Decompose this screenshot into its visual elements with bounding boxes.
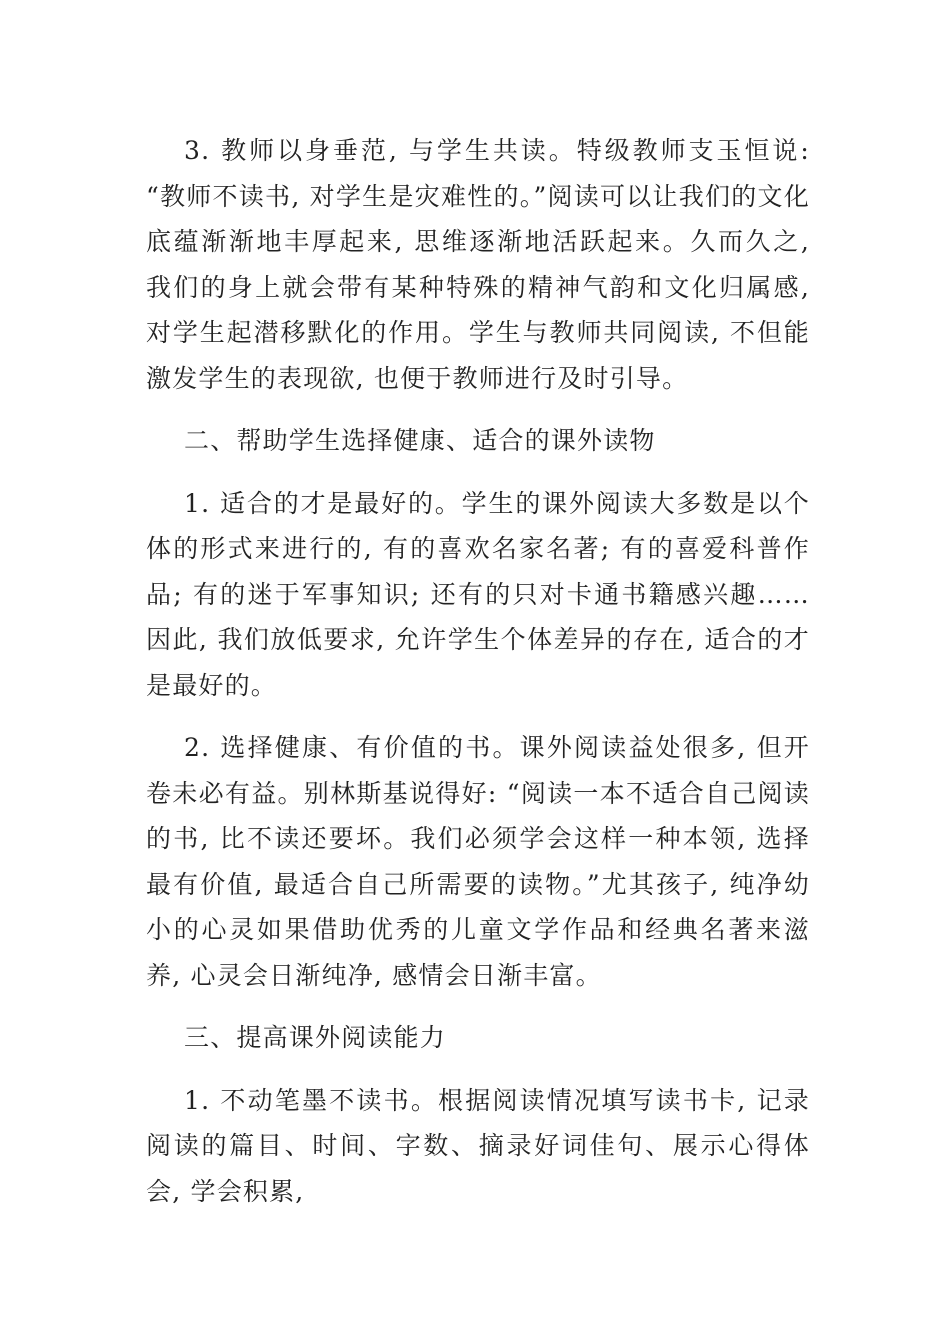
section-heading-3: 三、提高课外阅读能力: [184, 1023, 447, 1052]
paragraph-teacher-example: 3. 教师以身垂范, 与学生共读。特级教师支玉恒说: “教师不读书, 对学生是灾难性的。”阅读可以让我们的文化底蕴渐渐地丰厚起来, 思维逐渐地活跃起来。久而久之, 我们的身上就会带有某种特殊的精神气韵和文化归属感, 对学生起潜移默化的作用。学生与教师共同阅读, 不但能激发学生的表现欲, 也便于教师进行及时引导。: [146, 136, 810, 393]
document-body: [146, 128, 810, 1231]
paragraph-healthy-books: 2. 选择健康、有价值的书。课外阅读益处很多, 但开卷未必有益。别林斯基说得好: “阅读一本不适合自己阅读的书, 比不读还要坏。我们必须学会这样一种本领, 选择最有价值, 最适合自己所需要的读物。”尤其孩子, 纯净幼小的心灵如果借助优秀的儿童文学作品和经典名著来滋养, 心灵会日渐纯净, 感情会日渐丰富。: [146, 733, 810, 990]
section-heading-2: 二、帮助学生选择健康、适合的课外读物: [184, 426, 656, 455]
paragraph-reading-notes: 1. 不动笔墨不读书。根据阅读情况填写读书卡, 记录阅读的篇目、时间、字数、摘录好词佳句、展示心得体会, 学会积累,: [146, 1085, 810, 1206]
paragraph-suitable-books: 1. 适合的才是最好的。学生的课外阅读大多数是以个体的形式来进行的, 有的喜欢名家名著; 有的喜爱科普作品; 有的迷于军事知识; 还有的只对卡通书籍感兴趣……因此, 我们放低要求, 允许学生个体差异的存在, 适合的才是最好的。: [146, 488, 810, 700]
